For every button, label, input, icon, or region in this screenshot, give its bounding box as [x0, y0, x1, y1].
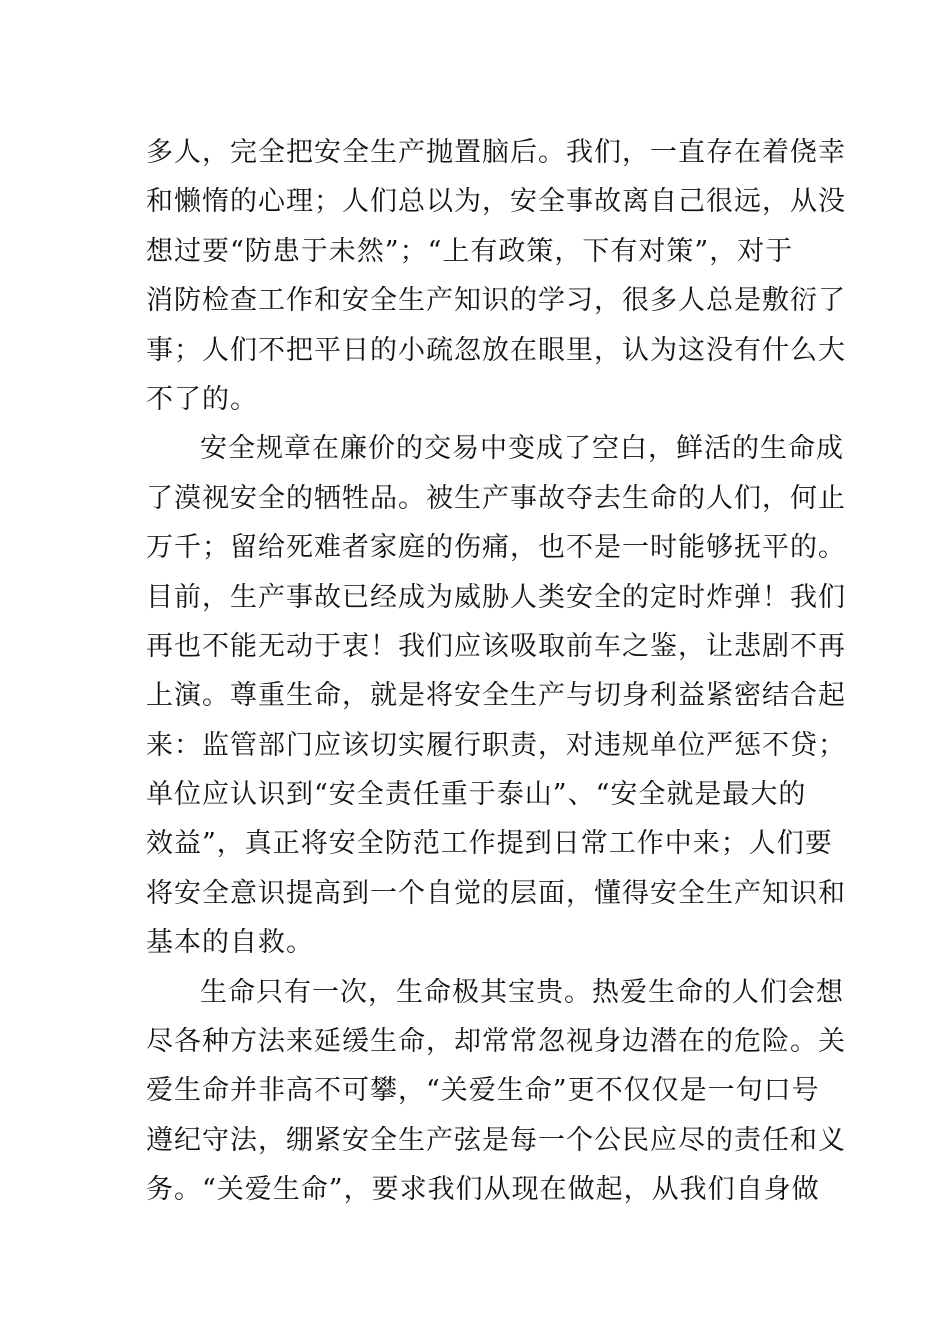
text-line: 多人，完全把安全生产抛置脑后。我们，一直存在着侥幸	[146, 137, 846, 168]
text-line: 务。“关爱生命”，要求我们从现在做起，从我们自身做	[146, 1174, 820, 1206]
text-line: 消防检查工作和安全生产知识的学习，很多人总是敷衍了	[146, 285, 846, 317]
text-line: 不了的。	[146, 383, 258, 415]
text-line: 想过要“防患于未然”；“上有政策，下有对策”，对于	[146, 235, 794, 267]
text-line: 将安全意识提高到一个自觉的层面，懂得安全生产知识和	[146, 877, 846, 909]
text-line: 效益”，真正将安全防范工作提到日常工作中来；人们要	[146, 828, 833, 860]
text-line: 再也不能无动于衷！我们应该吸取前车之鉴，让悲剧不再	[146, 630, 846, 662]
text-line: 基本的自救。	[146, 927, 314, 959]
paragraph-first-line: 生命只有一次，生命极其宝贵。热爱生命的人们会想	[200, 976, 844, 1008]
text-line: 上演。尊重生命，就是将安全生产与切身利益紧密结合起	[146, 680, 846, 712]
text-line: 单位应认识到“安全责任重于泰山”、“安全就是最大的	[146, 779, 807, 811]
text-line: 和懒惰的心理；人们总以为，安全事故离自己很远，从没	[146, 186, 846, 218]
text-line: 目前，生产事故已经成为威胁人类安全的定时炸弹！我们	[146, 581, 846, 613]
text-line: 尽各种方法来延缓生命，却常常忽视身边潜在的危险。关	[146, 1026, 846, 1058]
paragraph-first-line: 安全规章在廉价的交易中变成了空白，鲜活的生命成	[200, 433, 844, 465]
text-line: 爱生命并非高不可攀，“关爱生命”更不仅仅是一句口号	[146, 1075, 820, 1107]
text-line: 来：监管部门应该切实履行职责，对违规单位严惩不贷；	[146, 729, 846, 761]
text-line: 事；人们不把平日的小疏忽放在眼里，认为这没有什么大	[146, 334, 846, 366]
text-line: 了漠视安全的牺牲品。被生产事故夺去生命的人们，何止	[146, 482, 846, 514]
text-line: 遵纪守法，绷紧安全生产弦是每一个公民应尽的责任和义	[146, 1124, 846, 1156]
body-text	[146, 128, 846, 1215]
text-line: 万千；留给死难者家庭的伤痛，也不是一时能够抚平的。	[146, 532, 846, 564]
